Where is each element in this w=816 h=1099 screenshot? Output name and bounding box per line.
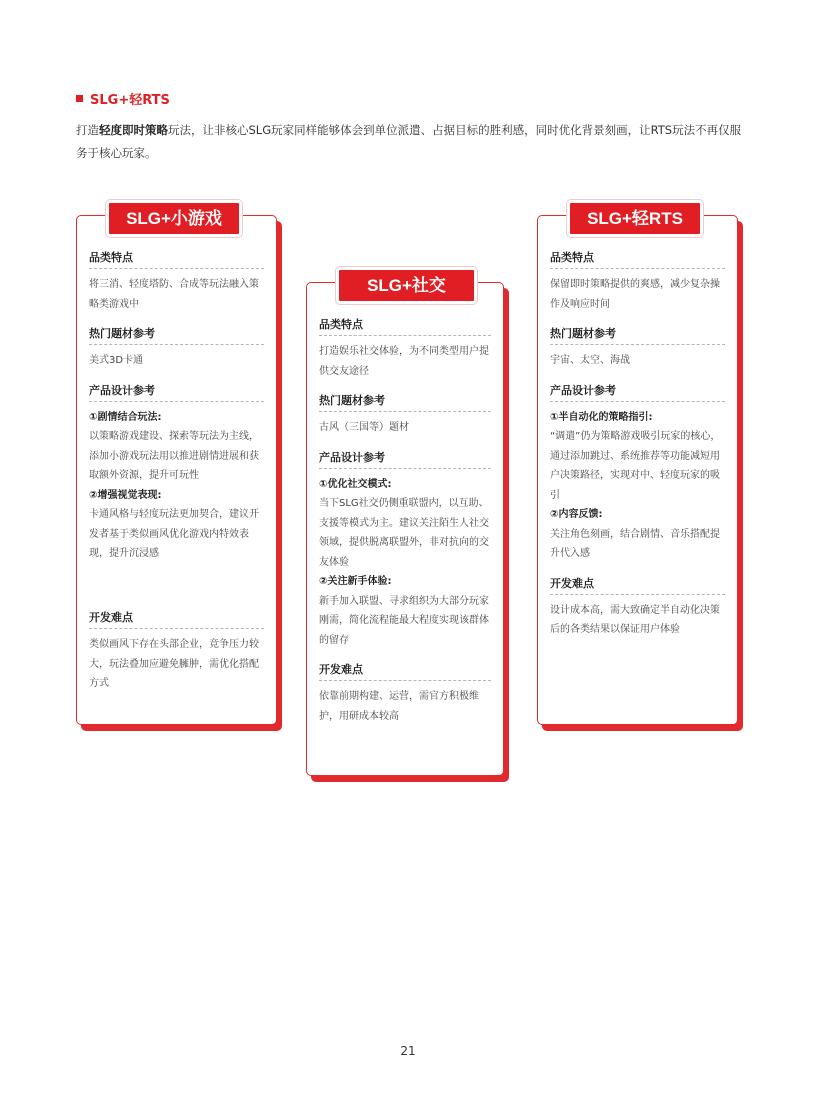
design-subheading: ②关注新手体验: xyxy=(319,576,392,587)
themes-text: 宇宙、太空、海战 xyxy=(550,355,630,366)
design-subheading: ①优化社交模式: xyxy=(319,478,392,490)
design-text: 以策略游戏建设、探索等玩法为主线，添加小游戏玩法用以推进剧情进展和获取额外资源，提升可玩性 xyxy=(89,431,259,481)
bullet-square-icon xyxy=(76,95,83,102)
card-tag: SLG+小游戏 xyxy=(106,200,242,237)
design-heading: 产品设计参考 xyxy=(89,381,264,402)
features-text: 打造娱乐社交体验，为不同类型用户提供交友途径 xyxy=(319,346,489,377)
intro-post: 玩法，让非核心SLG玩家同样能够体会到单位派遣、占据目标的胜利感，同时优化背景刻画，让RTS玩法不再仅服务于核心玩家。 xyxy=(76,123,742,160)
difficulty-heading: 开发难点 xyxy=(89,608,264,629)
design-subheading: ②增强视觉表现: xyxy=(89,489,162,501)
page-number: 21 xyxy=(400,1044,416,1058)
card-tag: SLG+轻RTS xyxy=(567,200,703,237)
design-text: 新手加入联盟、寻求组织为大部分玩家刚需，简化流程能最大程度实现该群体的留存 xyxy=(319,595,489,646)
intro-bold: 轻度即时策略 xyxy=(99,123,168,137)
themes-text: 古风（三国等）题材 xyxy=(319,422,409,433)
difficulty-heading: 开发难点 xyxy=(550,574,725,595)
card-slg-minigame xyxy=(76,209,277,725)
features-heading: 品类特点 xyxy=(550,248,725,269)
card-slg-light-rts xyxy=(537,209,738,725)
card-slg-social xyxy=(306,276,504,776)
design-text: “调遣”仍为策略游戏吸引玩家的核心，通过添加跳过、系统推荐等功能减短用户决策路径，实现对中、轻度玩家的吸引 xyxy=(550,431,721,501)
design-text: 关注角色刻画，结合剧情、音乐搭配提升代入感 xyxy=(550,528,720,559)
section-title: SLG+轻RTS xyxy=(90,93,170,108)
design-subheading: ②内容反馈: xyxy=(550,509,603,520)
themes-heading: 热门题材参考 xyxy=(319,391,491,412)
design-heading: 产品设计参考 xyxy=(550,381,725,402)
difficulty-text: 依靠前期构建、运营，需官方积极维护，用研成本较高 xyxy=(319,691,479,722)
card-tag: SLG+社交 xyxy=(336,267,477,304)
design-text: 卡通风格与轻度玩法更加契合，建议开发者基于类似画风优化游戏内特效表现，提升沉浸感 xyxy=(89,509,259,559)
section-heading xyxy=(76,89,170,108)
features-text: 保留即时策略提供的爽感，减少复杂操作及响应时间 xyxy=(550,279,720,310)
intro-pre: 打造 xyxy=(76,123,99,137)
features-text: 将三消、轻度塔防、合成等玩法融入策略类游戏中 xyxy=(89,279,259,310)
difficulty-text: 设计成本高，需大致确定半自动化决策后的各类结果以保证用户体验 xyxy=(550,604,720,635)
intro-paragraph xyxy=(76,119,746,165)
themes-text: 美式3D卡通 xyxy=(89,355,144,366)
difficulty-text: 类似画风下存在头部企业，竞争压力较大，玩法叠加应避免臃肿，需优化搭配方式 xyxy=(89,639,259,689)
themes-heading: 热门题材参考 xyxy=(89,324,264,345)
design-text: 当下SLG社交仍侧重联盟内，以互助、支援等模式为主。建议关注陌生人社交领域，提供脱离联盟外，非对抗向的交友体验 xyxy=(319,498,489,568)
design-subheading: ①剧情结合玩法: xyxy=(89,411,162,423)
design-heading: 产品设计参考 xyxy=(319,448,491,469)
difficulty-heading: 开发难点 xyxy=(319,660,491,681)
features-heading: 品类特点 xyxy=(89,248,264,269)
features-heading: 品类特点 xyxy=(319,315,491,336)
themes-heading: 热门题材参考 xyxy=(550,324,725,345)
design-subheading: ①半自动化的策略指引: xyxy=(550,411,653,423)
